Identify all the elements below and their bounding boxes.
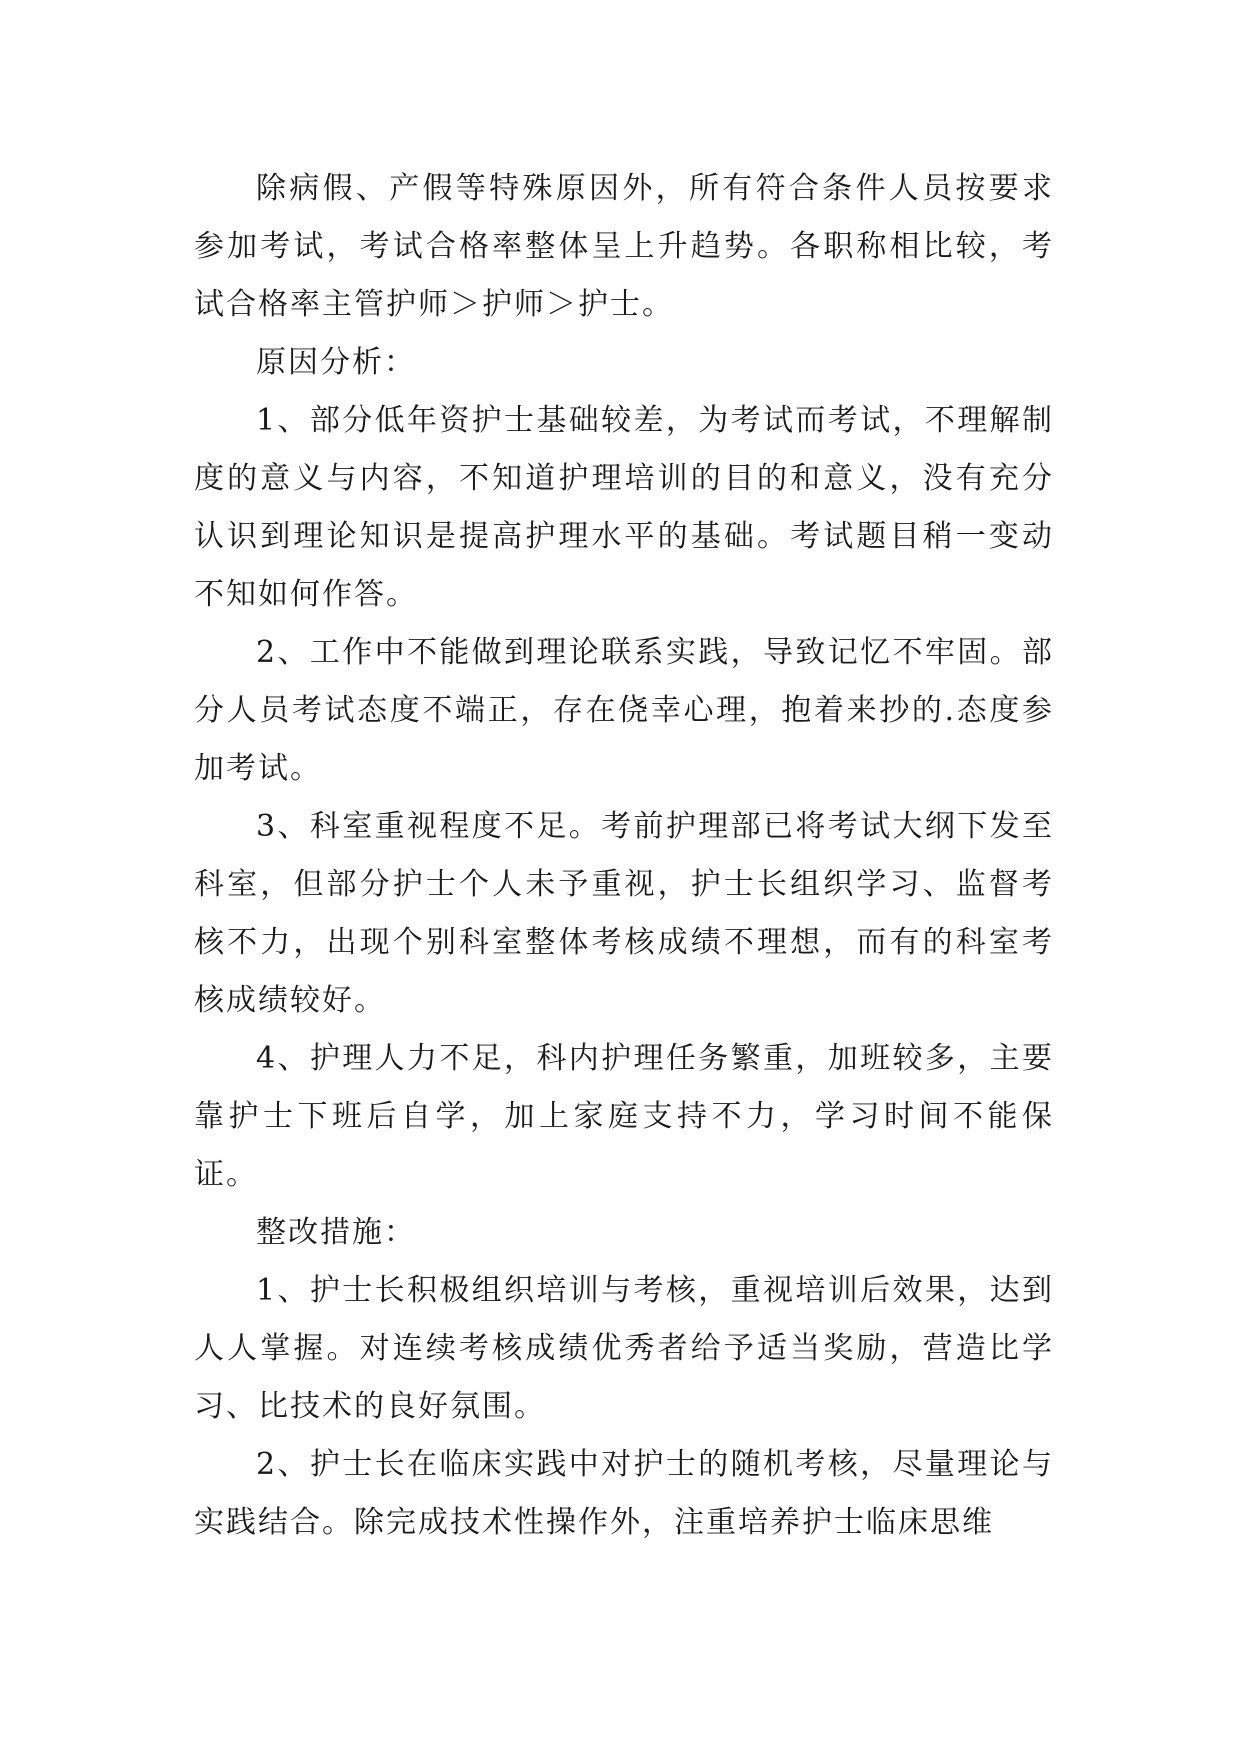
paragraph-cause-3: 3、科室重视程度不足。考前护理部已将考试大纲下发至科室，但部分护士个人未予重视，护士长组织学习、监督考核不力，出现个别科室整体考核成绩不理想，而有的科室考核成绩较好。	[194, 809, 1054, 1018]
document-body	[194, 160, 1054, 1552]
paragraph-pass-rate-summary: 除病假、产假等特殊原因外，所有符合条件人员按要求参加考试，考试合格率整体呈上升趋势。各职称相比较，考试合格率主管护师＞护师＞护士。	[194, 171, 1054, 322]
heading-corrective-measures: 整改措施：	[256, 1215, 416, 1250]
paragraph-measure-2: 2、护士长在临床实践中对护士的随机考核，尽量理论与实践结合。除完成技术性操作外，注重培养护士临床思维	[194, 1447, 1054, 1540]
heading-cause-analysis: 原因分析：	[256, 345, 416, 380]
paragraph-measure-1: 1、护士长积极组织培训与考核，重视培训后效果，达到人人掌握。对连续考核成绩优秀者给予适当奖励，营造比学习、比技术的良好氛围。	[194, 1273, 1054, 1424]
paragraph-cause-1: 1、部分低年资护士基础较差，为考试而考试，不理解制度的意义与内容，不知道护理培训的目的和意义，没有充分认识到理论知识是提高护理水平的基础。考试题目稍一变动不知如何作答。	[194, 403, 1054, 612]
paragraph-cause-4: 4、护理人力不足，科内护理任务繁重，加班较多，主要靠护士下班后自学，加上家庭支持不力，学习时间不能保证。	[194, 1041, 1054, 1192]
paragraph-cause-2: 2、工作中不能做到理论联系实践，导致记忆不牢固。部分人员考试态度不端正，存在侥幸心理，抱着来抄的.态度参加考试。	[194, 635, 1054, 786]
